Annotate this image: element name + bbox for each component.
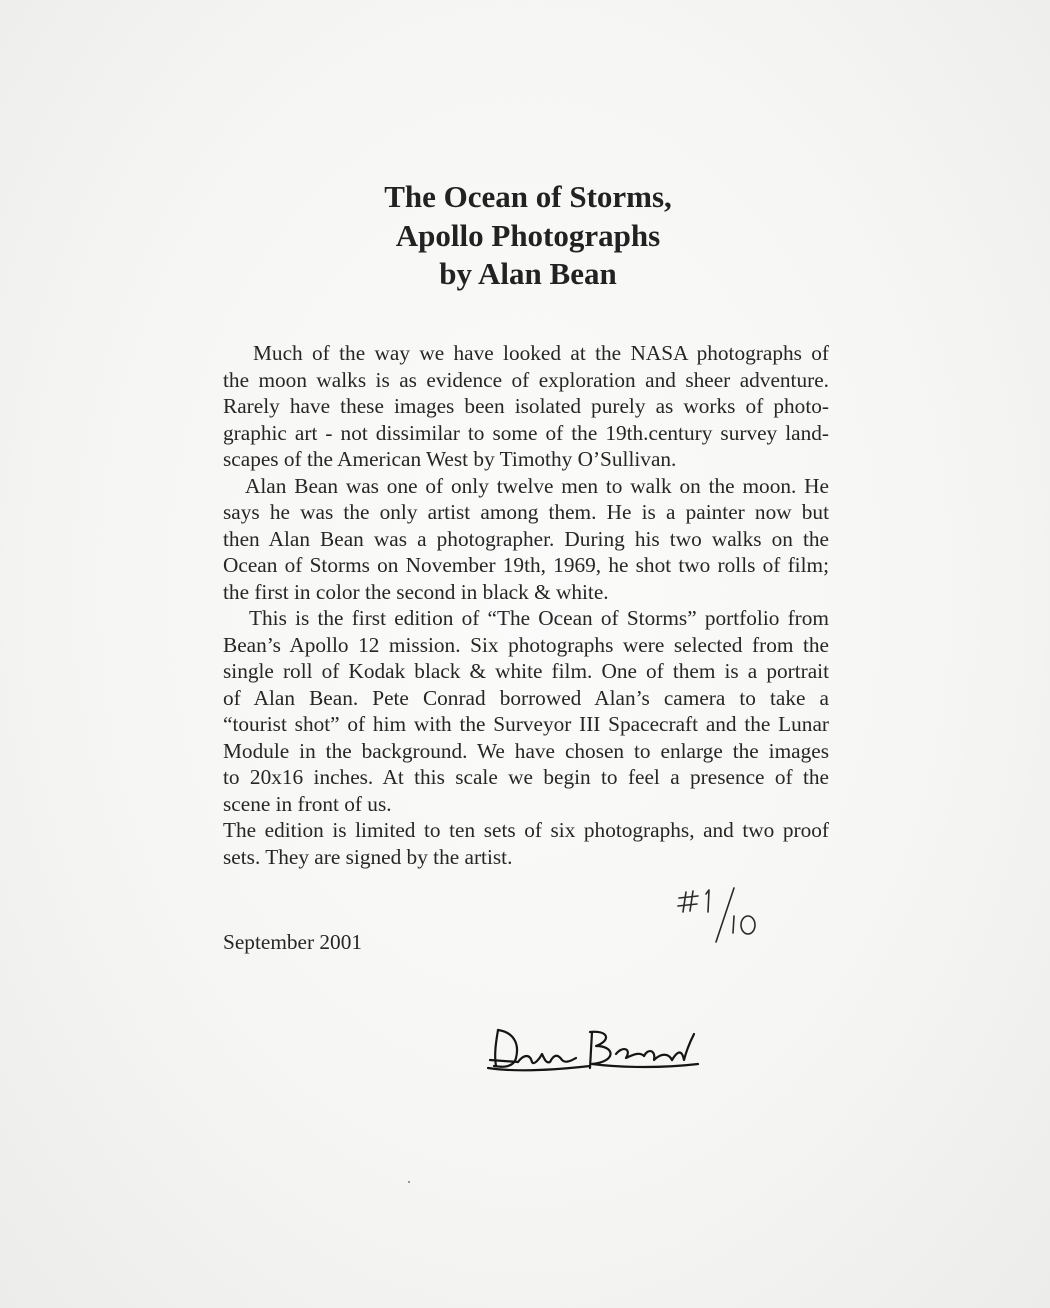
paragraph-3-line: Module in the background. We have chosen to enlarge the images bbox=[223, 738, 829, 763]
paragraph-3-line: of Alan Bean. Pete Conrad borrowed Alan’s camera to take a bbox=[223, 685, 829, 710]
date: September 2001 bbox=[223, 930, 362, 954]
paper-speck bbox=[408, 1181, 410, 1183]
paragraph-3-line: single roll of Kodak black & white film. One of them is a portrait bbox=[223, 659, 829, 683]
paragraph-1-line: Much of the way we have looked at the NASA photographs of bbox=[253, 341, 829, 365]
signature bbox=[484, 1024, 706, 1080]
title-line-1: The Ocean of Storms, bbox=[384, 179, 672, 214]
edition-number-handwritten bbox=[676, 886, 766, 944]
paragraph-1-line: the moon walks is as evidence of exploration and sheer adventure. bbox=[223, 367, 829, 392]
body-text bbox=[223, 340, 829, 870]
paragraph-2-line: says he was the only artist among them. He is a painter now but bbox=[223, 500, 829, 524]
paragraph-1-line: scapes of the American West by Timothy O’Sullivan. bbox=[223, 447, 677, 471]
paragraph-2-line: Ocean of Storms on November 19th, 1969, he shot two rolls of film; bbox=[223, 553, 829, 577]
paragraph-2-line: Alan Bean was one of only twelve men to walk on the moon. He bbox=[245, 473, 829, 498]
paragraph-4-line: The edition is limited to ten sets of six photographs, and two proof bbox=[223, 818, 829, 842]
paragraph-2-line: the first in color the second in black & white. bbox=[223, 579, 609, 604]
paragraph-3-line: scene in front of us. bbox=[223, 791, 392, 816]
paragraph-1-line: graphic art - not dissimilar to some of the 19th.century survey land- bbox=[223, 420, 829, 445]
paragraph-1-line: Rarely have these images been isolated purely as works of photo- bbox=[223, 394, 829, 418]
paragraph-4-line: sets. They are signed by the artist. bbox=[223, 844, 513, 869]
title-line-2: Apollo Photographs bbox=[395, 217, 661, 253]
paragraph-2-line: then Alan Bean was a photographer. During his two walks on the bbox=[223, 526, 829, 551]
paragraph-3-line: This is the first edition of “The Ocean of Storms” portfolio from bbox=[249, 606, 829, 630]
paragraph-3-line: to 20x16 inches. At this scale we begin to feel a presence of the bbox=[223, 765, 829, 789]
page-title bbox=[0, 178, 1050, 294]
paragraph-3-line: “tourist shot” of him with the Surveyor III Spacecraft and the Lunar bbox=[223, 712, 829, 736]
title-line-3: by Alan Bean bbox=[439, 256, 617, 291]
paragraph-3-line: Bean’s Apollo 12 mission. Six photographs were selected from the bbox=[223, 632, 829, 657]
